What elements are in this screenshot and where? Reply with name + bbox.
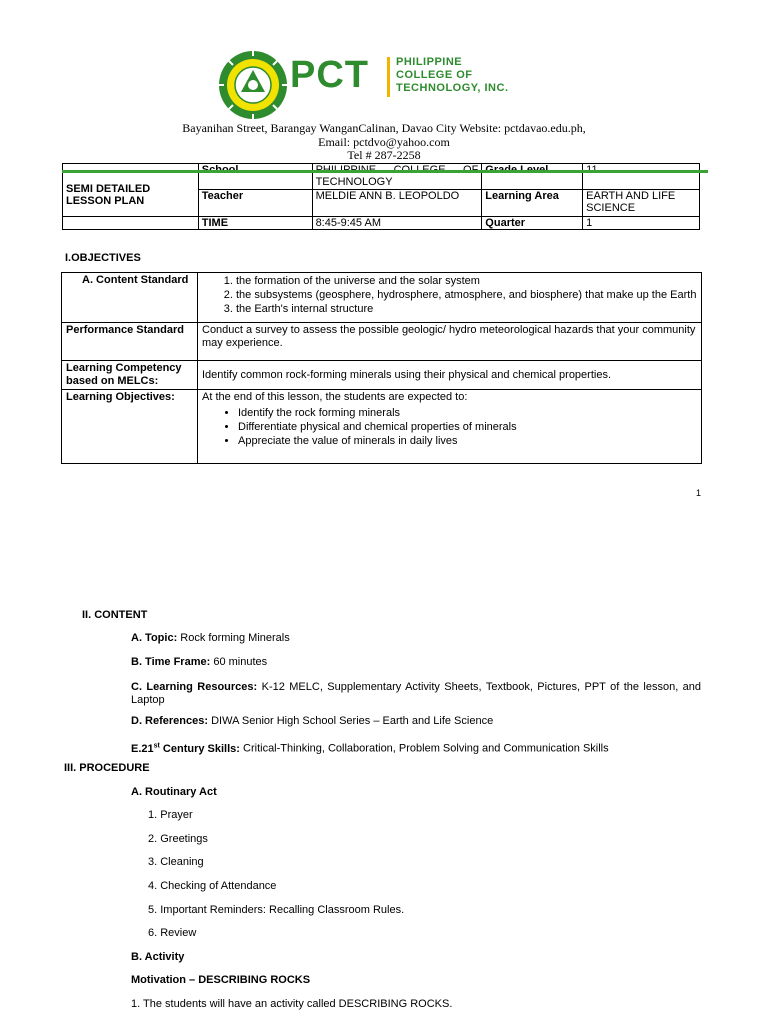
learning-objectives-label: Learning Objectives:: [62, 390, 198, 464]
quarter-label: Quarter: [482, 217, 583, 230]
list-item: 4. Checking of Attendance: [148, 880, 277, 892]
school-label: [198, 164, 312, 190]
learning-objectives-intro: At the end of this lesson, the students are expected to:: [202, 391, 468, 403]
page-number: 1: [696, 488, 702, 498]
list-item: 1. the formation of the universe and the solar system: [236, 274, 697, 288]
list-item: • Identify the rock forming minerals: [238, 406, 697, 420]
timeframe-line: [131, 656, 267, 669]
plan-type-label: SEMI DETAILED LESSON PLAN: [63, 164, 199, 217]
list-item: 2. Greetings: [148, 833, 208, 845]
learning-area-value: EARTH AND LIFE SCIENCE: [583, 190, 700, 217]
content-title: II. CONTENT: [82, 609, 148, 621]
email-line: Email: pctdvo@yahoo.com: [318, 135, 450, 149]
performance-standard-text: Conduct a survey to assess the possible geologic/ hydro meteorological hazards that your community may experience.: [198, 323, 702, 361]
skills-label-pre: E.21: [131, 742, 154, 755]
college-name: [396, 56, 509, 95]
learning-competency-text: Identify common rock-forming minerals using their physical and chemical properties.: [198, 361, 702, 390]
references-value: DIWA Senior High School Series – Earth and Life Science: [211, 715, 494, 727]
topic-value: Rock forming Minerals: [180, 632, 290, 644]
skills-label: [131, 743, 240, 755]
procedure-title: III. PROCEDURE: [64, 762, 150, 774]
quarter-value: 1: [583, 217, 700, 230]
topic-label: A. Topic:: [131, 632, 178, 644]
activity-step: 1. The students will have an activity called DESCRIBING ROCKS.: [131, 998, 453, 1010]
college-name-line: TECHNOLOGY, INC.: [396, 82, 509, 94]
college-name-line: PHILIPPINE: [396, 56, 463, 68]
college-name-line: COLLEGE OF: [396, 69, 473, 81]
objectives-title: I.OBJECTIVES: [65, 252, 141, 264]
teacher-label: Teacher: [198, 190, 312, 217]
list-item: 5. Important Reminders: Recalling Classroom Rules.: [148, 904, 405, 916]
list-item: 2. the subsystems (geosphere, hydrosphere, atmosphere, and biosphere) that make up the Earth: [236, 288, 697, 302]
resources-value: K-12 MELC, Supplementary Activity Sheets, Textbook, Pictures, PPT of the lesson, and Laptop: [131, 681, 702, 706]
skills-label-post: Century Skills:: [159, 742, 240, 755]
list-item: 6. Review: [148, 927, 197, 939]
timeframe-value: 60 minutes: [213, 656, 268, 668]
learning-objectives-cell: [198, 390, 702, 464]
college-seal-icon: [218, 50, 288, 120]
references-label: D. References:: [131, 715, 209, 727]
learning-competency-label: Learning Competency based on MELCs:: [62, 361, 198, 390]
grade-level-label: [482, 164, 583, 190]
logo-divider: [387, 57, 390, 97]
performance-standard-label: Performance Standard: [62, 323, 198, 361]
address-line: Bayanihan Street, Barangay WanganCalinan, Davao City Website: pctdavao.edu.ph,: [182, 121, 586, 135]
references-line: [131, 715, 493, 728]
skills-line: [131, 739, 609, 756]
skills-label-sup: st: [153, 742, 160, 749]
list-item: 3. the Earth's internal structure: [236, 302, 697, 316]
timeframe-label: B. Time Frame:: [131, 656, 211, 668]
routinary-act-label: A. Routinary Act: [131, 786, 217, 798]
teacher-value: MELDIE ANN B. LEOPOLDO: [312, 190, 482, 217]
header-rule: [62, 170, 708, 173]
phone-line: Tel # 287-2258: [347, 148, 421, 162]
lesson-info-table: [62, 163, 700, 230]
objectives-table: [61, 272, 702, 464]
school-value: TECHNOLOGY: [312, 164, 482, 190]
learning-area-label: Learning Area: [482, 190, 583, 217]
topic-line: [131, 632, 290, 645]
list-item: 3. Cleaning: [148, 856, 204, 868]
skills-value: Critical-Thinking, Collaboration, Problem Solving and Communication Skills: [243, 742, 609, 755]
logo-wordmark: PCT: [290, 54, 369, 96]
time-value: 8:45-9:45 AM: [312, 217, 482, 230]
activity-label: B. Activity: [131, 951, 185, 963]
resources-label: C. Learning Resources:: [131, 681, 258, 693]
time-label: TIME: [198, 217, 312, 230]
motivation-label: Motivation – DESCRIBING ROCKS: [131, 974, 311, 986]
list-item: • Appreciate the value of minerals in daily lives: [238, 434, 697, 448]
list-item: • Differentiate physical and chemical properties of minerals: [238, 420, 697, 434]
content-standard-label: A. Content Standard: [62, 273, 198, 323]
content-standard-cell: [198, 273, 702, 323]
resources-line: [131, 681, 701, 707]
grade-level-value: [583, 164, 700, 190]
list-item: 1. Prayer: [148, 809, 193, 821]
